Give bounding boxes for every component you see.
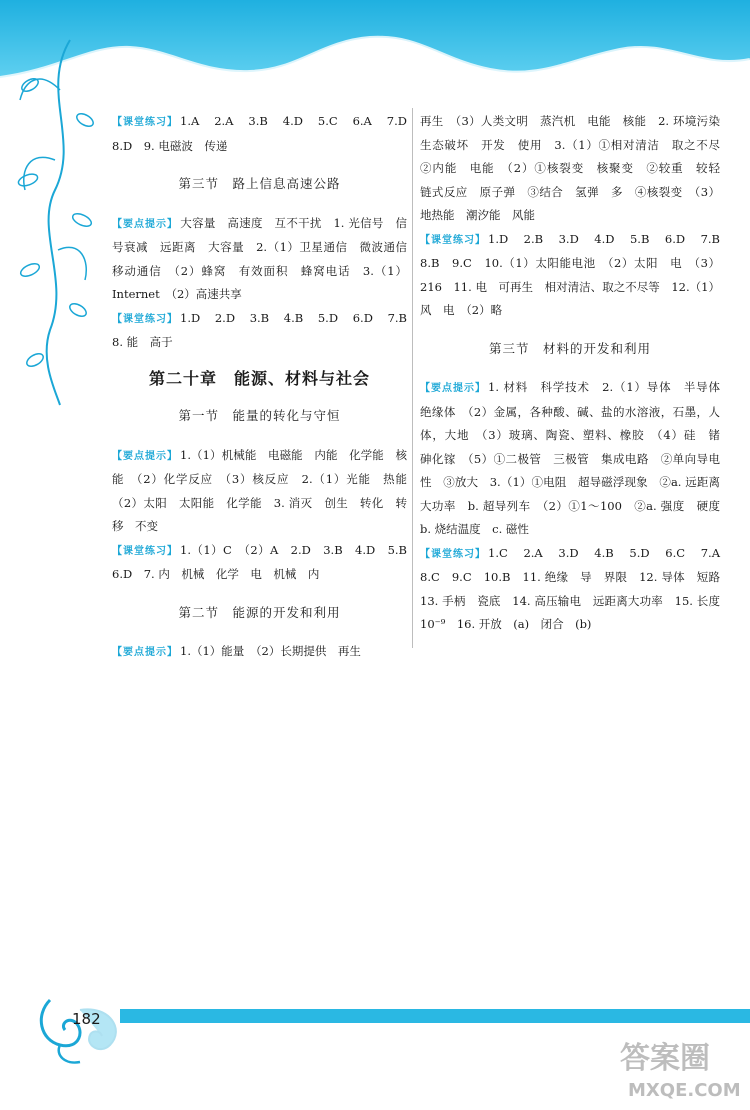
page-number: 182 (72, 1010, 101, 1028)
left-keypoints-1: 【要点提示】 大容量 高速度 互不干扰 1. 光信号 信号衰减 远距离 大容量 2.（1）卫星通信 微波通信 移动通信 （2）蜂窝 有效面积 蜂窝电话 3.（1）Internet （2）高速共享 (112, 212, 407, 307)
left-practice-3: 【课堂练习】 1.（1）C （2）A 2.D 3.B 4.D 5.B 6.D 7. 内 机械 化学 电 机械 内 (112, 539, 407, 587)
watermark-line1: 答案圈 (620, 1041, 710, 1076)
watermark-logo (600, 1030, 750, 1110)
practice-tag: 【课堂练习】 (420, 234, 486, 246)
left-practice-1: 【课堂练习】 1.A 2.A 3.B 4.D 5.C 6.A 7.D 8.D 9. 电磁波 传递 (112, 110, 407, 158)
watermark-line2: MXQE.COM (628, 1080, 741, 1101)
keypoints-tag: 【要点提示】 (112, 450, 178, 462)
left-keypoints-3: 【要点提示】 1.（1）能量 （2）长期提供 再生 (112, 640, 407, 665)
left-practice-2: 【课堂练习】 1.D 2.D 3.B 4.B 5.D 6.D 7.B 8. 能 高于 (112, 307, 407, 355)
chapter-heading: 第二十章 能源、材料与社会 (148, 368, 370, 388)
section-heading: 第三节 材料的开发和利用 (488, 340, 651, 356)
keypoints-tag: 【要点提示】 (112, 647, 178, 658)
left-keypoints-2: 【要点提示】 1.（1）机械能 电磁能 内能 化学能 核能 （2）化学反应 （3）核反应 2.（1）光能 热能 （2）太阳 太阳能 化学能 3. 消灭 创生 转化 转移 不变 (112, 444, 407, 539)
keypoints-tag: 【要点提示】 (420, 383, 486, 394)
practice-tag: 【课堂练习】 (420, 548, 486, 560)
practice-tag: 【课堂练习】 (112, 313, 178, 325)
practice-tag: 【课堂练习】 (112, 545, 178, 557)
right-practice-2: 【课堂练习】 1.C 2.A 3.D 4.B 5.D 6.C 7.A 8.C 9.C 10.B 11. 绝缘 导 界限 12. 导体 短路 13. 手柄 瓷底 14. 高压输电 远距离大功率 15. 长度 10⁻⁹ 16. 开放 (a) 闭合 (b) (420, 542, 720, 637)
vine-decoration (0, 30, 110, 410)
right-continuation: 再生 （3）人类文明 蒸汽机 电能 核能 2. 环境污染 生态破坏 开发 使用 3.（1）①相对清洁 取之不尽 ②内能 电能 （2）①核裂变 核聚变 ②较重 较轻 链式反应 原子弹 ③结合 氢弹 多 ④核裂变 （3）地热能 潮汐能 风能 (420, 114, 732, 222)
footer-band (120, 1009, 750, 1023)
footer-swirl-icon (30, 990, 130, 1070)
section-heading: 第三节 路上信息高速公路 (178, 176, 341, 191)
section-heading: 第一节 能量的转化与守恒 (178, 408, 341, 423)
section-heading: 第二节 能源的开发和利用 (178, 604, 341, 620)
top-wave-band (0, 0, 750, 120)
right-column (420, 110, 732, 637)
practice-tag: 【课堂练习】 (112, 117, 178, 128)
right-practice-1: 【课堂练习】 1.D 2.B 3.D 4.D 5.B 6.D 7.B 8.B 9.C 10.（1）太阳能电池 （2）太阳 电 （3）216 11. 电 可再生 相对清洁、取之不尽等 12.（1）风 电 （2）略 (420, 228, 720, 323)
left-column (112, 110, 419, 665)
keypoints-tag: 【要点提示】 (112, 218, 178, 230)
right-keypoints-1: 【要点提示】 1. 材料 科学技术 2.（1）导体 半导体 绝缘体 （2）金属，各种酸、碱、盐的水溶液，石墨，人体，大地 （3）玻璃、陶瓷、塑料、橡胶 （4）硅 锗 砷化镓 （5）①二极管 三极管 集成电路 ②单向导电性 ③放大 3.（1）①电阻 超导磁浮现象 ②a. 远距离大功率 b. 超导列车 （2）①1～100 ②a. 强度 硬度 b. 烧结温度 c. 磁性 (420, 376, 720, 542)
column-divider (412, 108, 413, 648)
